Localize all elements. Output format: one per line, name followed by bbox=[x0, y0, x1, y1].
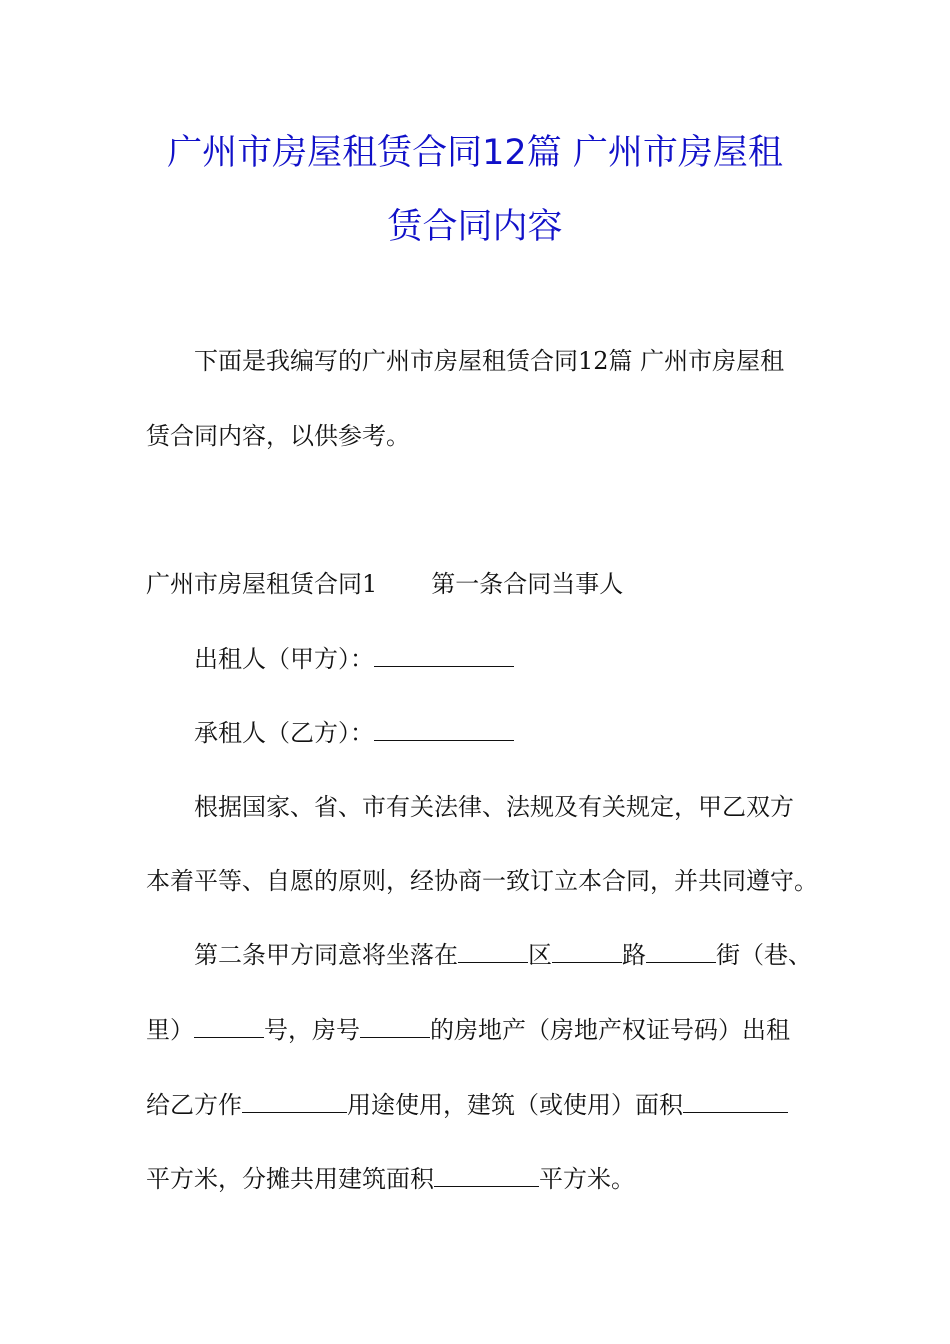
art2-line3 bbox=[146, 1090, 826, 1120]
art2-text: 的房地产（房地产权证号码）出租 bbox=[430, 1016, 790, 1044]
intro-line1: 下面是我编写的广州市房屋租赁合同12篇 广州市房屋租 bbox=[194, 347, 785, 375]
number-blank bbox=[194, 1017, 264, 1038]
lessor-label: 出租人（甲方）： bbox=[194, 645, 374, 673]
art2-text: 号，房号 bbox=[264, 1016, 360, 1044]
section-heading-row bbox=[146, 569, 826, 599]
shared-area-blank bbox=[434, 1166, 539, 1187]
section-heading: 广州市房屋租赁合同1 bbox=[146, 570, 378, 598]
lessor-blank bbox=[374, 646, 514, 667]
article1-title: 第一条合同当事人 bbox=[431, 570, 624, 598]
art2-text: 平方米，分摊共用建筑面积 bbox=[146, 1165, 434, 1193]
document-title-line1: 广州市房屋租赁合同12篇 广州市房屋租 bbox=[167, 133, 783, 173]
room-number-blank bbox=[360, 1017, 430, 1038]
lessee-blank bbox=[374, 720, 514, 741]
lessee-row bbox=[194, 718, 874, 748]
art2-line4 bbox=[146, 1164, 826, 1194]
district-blank bbox=[458, 942, 528, 963]
art2-text: 用途使用，建筑（或使用）面积 bbox=[347, 1091, 683, 1119]
art2-text: 第二条甲方同意将坐落在 bbox=[194, 941, 458, 969]
art2-text: 平方米。 bbox=[539, 1165, 635, 1193]
art2-text: 里） bbox=[146, 1016, 194, 1044]
document-title-line2: 赁合同内容 bbox=[387, 207, 563, 247]
para1-line2: 本着平等、自愿的原则，经协商一致订立本合同，并共同遵守。 bbox=[146, 867, 818, 895]
art2-text: 给乙方作 bbox=[146, 1091, 242, 1119]
road-blank bbox=[552, 942, 622, 963]
street-blank bbox=[646, 942, 716, 963]
lessor-row bbox=[194, 644, 874, 674]
art2-line1 bbox=[194, 940, 874, 970]
para1-line1: 根据国家、省、市有关法律、法规及有关规定，甲乙双方 bbox=[194, 793, 794, 821]
area-blank bbox=[683, 1092, 788, 1113]
art2-text: 路 bbox=[622, 941, 646, 969]
usage-blank bbox=[242, 1092, 347, 1113]
art2-line2 bbox=[146, 1015, 826, 1045]
art2-text: 街（巷、 bbox=[716, 941, 812, 969]
art2-text: 区 bbox=[528, 941, 552, 969]
intro-line2: 赁合同内容，以供参考。 bbox=[146, 422, 410, 450]
lessee-label: 承租人（乙方）： bbox=[194, 719, 374, 747]
